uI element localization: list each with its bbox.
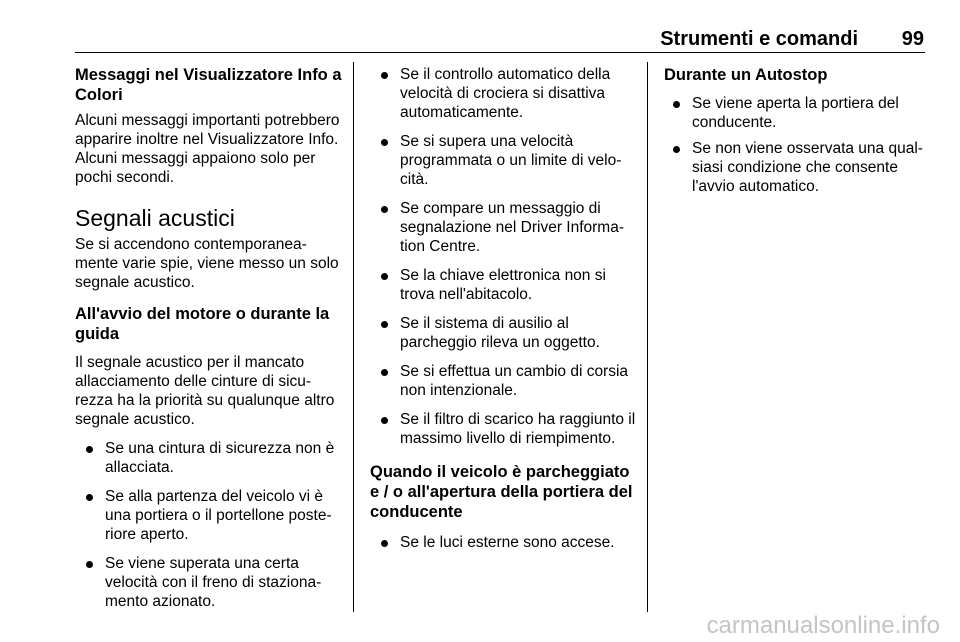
list-item [664,139,928,196]
column-3 [664,65,928,203]
bullet-icon [86,561,93,568]
bullet-icon [381,417,388,424]
bullet-icon [381,321,388,328]
list-item [370,314,638,352]
bullet-list-col1 [75,439,343,611]
header-rule [75,52,925,53]
bullet-list-col2 [370,65,638,448]
column-2 [370,65,638,562]
list-item [370,65,638,122]
column-divider-1 [353,62,354,612]
bullet-icon [673,101,680,108]
column-1 [75,65,343,621]
page-number: 99 [901,28,924,50]
list-item-text: Se il controllo automatico della velocità di crociera si disattiva automaticamente. [400,66,611,121]
list-item-text: Se le luci esterne sono accese. [400,534,615,551]
bullet-list-col3 [664,94,928,196]
list-item [370,199,638,256]
bullet-list-parked [370,533,638,552]
list-item-text: Se il sistema di ausilio al parcheggio rileva un oggetto. [400,315,600,351]
list-item-text: Se il filtro di scarico ha raggiunto il massimo livello di riempimento. [400,411,636,447]
list-item-text: Se viene superata una certa velocità con il freno di stazionamento azionato. [105,555,322,610]
paragraph-messages: Alcuni messaggi importanti potrebbero apparire inoltre nel Visualizzatore Info. Alcuni messaggi appaiono solo per pochi secondi. [75,112,340,186]
bullet-icon [381,206,388,213]
bullet-icon [381,369,388,376]
column-divider-2 [647,62,648,612]
bullet-icon [381,72,388,79]
list-item [370,266,638,304]
list-item-text: Se si supera una velocità programmata o un limite di velocità. [400,133,622,188]
list-item-text: Se si effettua un cambio di corsia non intenzionale. [400,363,629,399]
heading-engine-start: All'avvio del motore o durante la guida [75,305,330,343]
list-item-text: Se non viene osservata una qualsiasi condizione che consente l'avvio automatico. [692,140,923,195]
list-item-text: Se compare un messaggio di segnalazione nel Driver Information Centre. [400,200,625,255]
bullet-icon [86,446,93,453]
list-item [664,94,928,132]
list-item [75,554,343,611]
paragraph-acoustic-signals: Se si accendono contemporaneamente varie spie, viene messo un solo segnale acustico. [75,236,339,291]
list-item [370,362,638,400]
heading-acoustic-signals: Segnali acustici [75,205,235,231]
list-item-text: Se la chiave elettronica non si trova nell'abitacolo. [400,267,606,303]
heading-messages: Messaggi nel Visualizzatore Info a Colori [75,66,342,104]
bullet-icon [381,273,388,280]
list-item-text: Se alla partenza del veicolo vi è una portiera o il portellone posteriore aperto. [105,488,332,543]
heading-autostop: Durante un Autostop [664,66,828,84]
section-title: Strumenti e comandi [660,28,858,50]
list-item-text: Se una cintura di sicurezza non è allacciata. [105,440,335,476]
list-item [75,487,343,544]
list-item [370,132,638,189]
list-item [370,533,638,552]
heading-parked: Quando il veicolo è parcheggiato e / o all'apertura della portiera del conducente [370,463,633,521]
paragraph-engine-start: Il segnale acustico per il mancato allacciamento delle cinture di sicurezza ha la priorità su qualunque altro segnale acustico. [75,354,335,428]
list-item-text: Se viene aperta la portiera del conducente. [692,95,899,131]
list-item [75,439,343,477]
bullet-icon [381,540,388,547]
list-item [370,410,638,448]
bullet-icon [381,139,388,146]
watermark: carmanualsonline.info [706,612,940,639]
bullet-icon [86,494,93,501]
bullet-icon [673,146,680,153]
